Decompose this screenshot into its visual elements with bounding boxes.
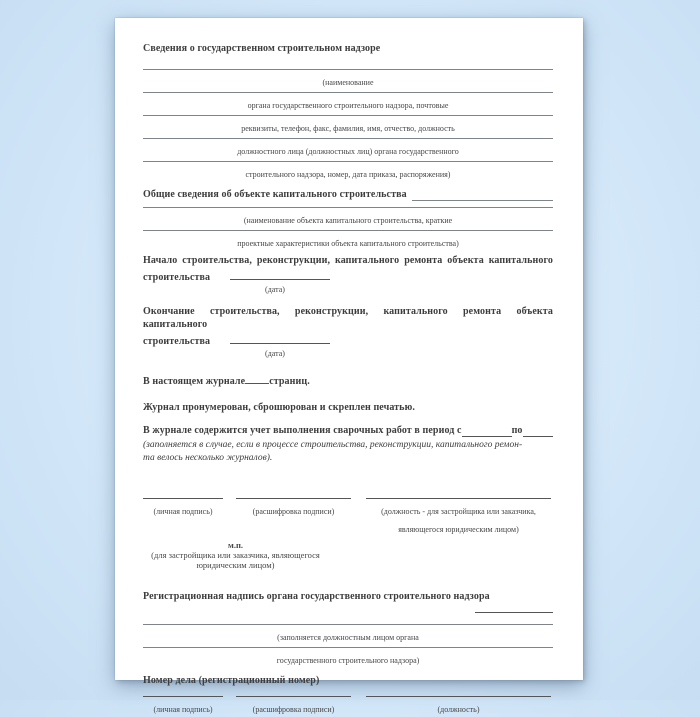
form-field-row [143, 115, 553, 138]
pages-count-line: В настоящем журнале страниц. [143, 372, 553, 388]
form-field-row [143, 207, 553, 230]
blank-line [230, 332, 330, 344]
form-field-row [143, 69, 553, 92]
blank-line [230, 268, 330, 280]
period-note-line: (заполняется в случае, если в процессе строительства, реконструкции, капитального ремон- [143, 440, 523, 450]
form-field-row [143, 230, 553, 253]
paragraph-line: строительства [143, 332, 553, 348]
case-number-title: Номер дела (регистрационный номер) [143, 675, 320, 686]
signature-caption: (личная подпись) [153, 507, 213, 516]
signature-caption: (личная подпись) [153, 705, 213, 714]
blank-line [523, 425, 553, 437]
stamp-caption: (для застройщика или заказчика, являющегося юридическим лицом) [151, 550, 320, 570]
date-caption: (дата) [265, 285, 285, 294]
date-caption: (дата) [265, 349, 285, 358]
document-page [115, 18, 583, 714]
signature-caption: (должность - для застройщика или заказчика, являющегося юридическим лицом) [381, 507, 536, 534]
blank-line [412, 188, 553, 201]
blank-line [475, 611, 553, 613]
field-caption: (наименование объекта капитального строительства, краткие [243, 216, 453, 225]
form-field-row [143, 647, 553, 670]
form-field-row [143, 161, 553, 184]
blank-line [462, 425, 512, 437]
paragraph-line: Начало строительства, реконструкции, капитального ремонта объекта капитального [143, 255, 553, 266]
signature-field-position [366, 498, 551, 537]
form-field-row [143, 138, 553, 161]
paragraph-line: строительства [143, 268, 553, 284]
paragraph-line: Окончание строительства, реконструкции, капитального ремонта объекта капитального [143, 306, 553, 330]
section-title-registration: Регистрационная надпись органа государственного строительного надзора [143, 591, 490, 602]
finish-paragraph [143, 305, 553, 359]
form-field-row [143, 624, 553, 647]
form-field-row [143, 92, 553, 115]
signature-field-position [366, 696, 551, 717]
signature-caption: (должность) [437, 705, 480, 714]
stamp-block [143, 540, 328, 570]
signature-row [143, 696, 553, 717]
bound-line: Журнал пронумерован, сброшюрован и скреплен печатью. [143, 402, 415, 413]
signature-caption: (расшифровка подписи) [252, 705, 335, 714]
field-caption: реквизиты, телефон, факс, фамилия, имя, отчество, должность [241, 124, 455, 133]
signature-row [143, 498, 553, 537]
signature-field-transcript [236, 696, 351, 717]
section-title-supervision: Сведения о государственном строительном надзоре [143, 43, 381, 54]
field-caption: (заполняется должностным лицом органа [277, 633, 419, 642]
signature-field-personal [143, 498, 223, 537]
signature-field-personal [143, 696, 223, 717]
blank-line [245, 372, 269, 384]
section-title-object: Общие сведения об объекте капитального строительства [143, 189, 407, 200]
period-line: В журнале содержится учет выполнения сварочных работ в период с по [143, 424, 553, 437]
field-caption: должностного лица (должностных лиц) органа государственного [237, 147, 459, 156]
period-note-line: та велось несколько журналов). [143, 452, 273, 463]
signature-field-transcript [236, 498, 351, 537]
field-caption: (наименование [322, 78, 374, 87]
field-caption: строительного надзора, номер, дата приказа, распоряжения) [245, 170, 451, 179]
signature-caption: (расшифровка подписи) [252, 507, 335, 516]
field-caption: проектные характеристики объекта капитального строительства) [237, 239, 459, 248]
start-paragraph [143, 254, 553, 295]
stamp-mark: м.п. [228, 540, 243, 550]
section-title-object-row [143, 188, 553, 201]
field-caption: государственного строительного надзора) [276, 656, 420, 665]
field-caption: органа государственного строительного надзора, почтовые [247, 101, 449, 110]
